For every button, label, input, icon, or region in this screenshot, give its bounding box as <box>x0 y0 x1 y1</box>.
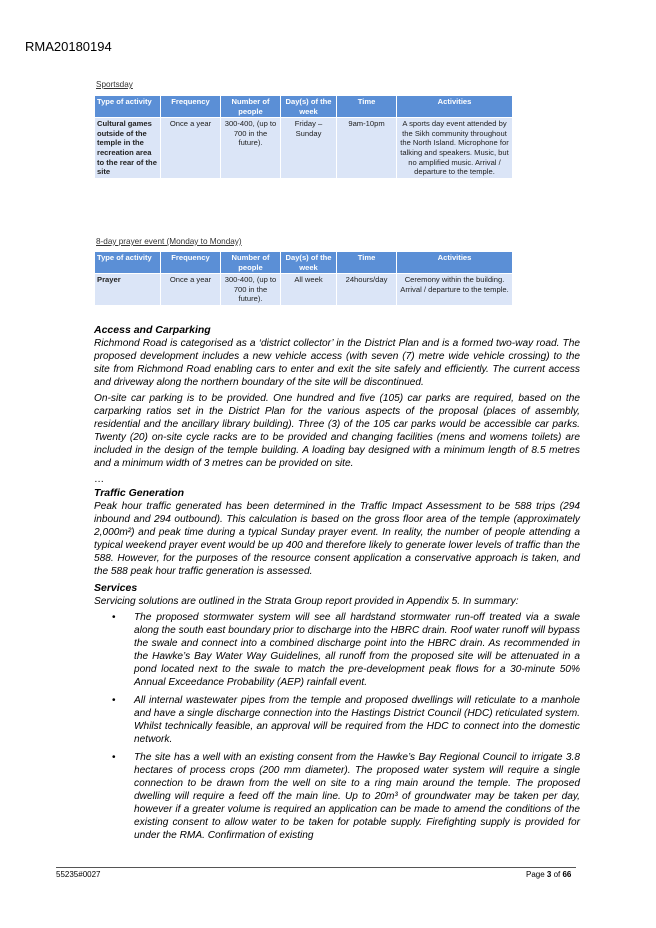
cell-time: 9am-10pm <box>337 118 397 179</box>
paragraph-traffic: Peak hour traffic generated has been determined in the Traffic Impact Assessment to be 588 trips (294 inbound and 294 outbound). This calculation is based on the gross floor area of the temple (approximately 2,000m²) and peak time during a typical Sunday prayer event. In reality, the number of people attending a typical weekend prayer event would be up 400 and therefore likely to generate lower levels of traffic than the 588. However, for the purposes of the resource consent application a conservative approach is taken, and the 588 peak hour traffic generation is assessed. <box>94 501 580 577</box>
footer-page-number <box>526 870 571 879</box>
col-header: Activities <box>397 252 513 274</box>
col-header: Type of activity <box>95 252 161 274</box>
bullet-icon: • <box>112 612 116 623</box>
page-prefix: Page <box>526 870 547 879</box>
col-header: Frequency <box>161 96 221 118</box>
list-item <box>94 611 580 689</box>
cell-frequency: Once a year <box>161 274 221 306</box>
body-content <box>94 323 580 842</box>
col-header: Number of people <box>221 96 281 118</box>
col-header: Activities <box>397 96 513 118</box>
page-current: 3 <box>546 870 552 879</box>
list-item <box>94 751 580 842</box>
table-caption-sportsday: Sportsday <box>96 80 133 89</box>
list-item-text: The site has a well with an existing consent from the Hawke’s Bay Regional Council to irrigate 3.8 hectares of process crops (200 mm diameter). The proposed water system will require a single connection to be drawn from the well on site to a ring main around the temple. The proposed dwelling will require a feed off the main line. Up to 20m³ of groundwater may be taken per day, however if a greater volume is required an application can be made to amend the conditions of the existing consent to allow water to be taken for potable supply. Firefighting supply is provided for under the RMA. Confirmation of existing <box>134 752 580 841</box>
table-row <box>95 118 513 179</box>
paragraph-services-intro: Servicing solutions are outlined in the Strata Group report provided in Appendix 5. In summary: <box>94 596 519 607</box>
cell-activities: A sports day event attended by the Sikh community throughout the North Island. Microphone for talking and speakers. Music, but no amplified music. Arrival / departure to the temple. <box>397 118 513 179</box>
table-row <box>95 274 513 306</box>
table-header-row <box>95 96 513 118</box>
page-total: 66 <box>562 870 572 879</box>
col-header: Type of activity <box>95 96 161 118</box>
cell-time: 24hours/day <box>337 274 397 306</box>
cell-people: 300-400, (up to 700 in the future). <box>221 274 281 306</box>
col-header: Day(s) of the week <box>281 96 337 118</box>
col-header: Time <box>337 252 397 274</box>
document-id: RMA20180194 <box>25 39 112 54</box>
cell-activity: Cultural games outside of the temple in the recreation area to the rear of the site <box>95 118 161 179</box>
prayer-table <box>94 251 513 306</box>
table-header-row <box>95 252 513 274</box>
footer-divider <box>56 867 576 868</box>
heading-access: Access and Carparking <box>94 324 211 336</box>
cell-activities: Ceremony within the building. Arrival / departure to the temple. <box>397 274 513 306</box>
list-item-text: All internal wastewater pipes from the temple and proposed dwellings will reticulate to a manhole and have a single discharge connection into the Hastings District Council (HDC) reticulated system. Whilst technically feasible, an approval will be required from the HDC to connect into the domestic network. <box>134 695 580 745</box>
col-header: Number of people <box>221 252 281 274</box>
col-header: Day(s) of the week <box>281 252 337 274</box>
col-header: Time <box>337 96 397 118</box>
footer-reference: 55235#0027 <box>56 870 101 879</box>
bullet-icon: • <box>112 695 116 706</box>
cell-frequency: Once a year <box>161 118 221 179</box>
cell-days: All week <box>281 274 337 306</box>
page-of: of <box>551 870 563 879</box>
paragraph-access-1: Richmond Road is categorised as a ‘district collector’ in the District Plan and is a formed two-way road. The proposed development includes a new vehicle access (with seven (7) metre wide vehicle crossing) to the site from Richmond Road enabling cars to enter and exit the site safely and efficiently. The current access and driveway along the northern boundary of the site will be discontinued. <box>94 338 580 388</box>
list-item-text: The proposed stormwater system will see all hardstand stormwater run-off treated via a swale along the south east boundary prior to discharge into the HBRC drain. Roof water runoff will bypass the swale and connect into a combined discharge point into the HBRC drain. As recommended in the Hawke’s Bay Water Way Guidelines, all runoff from the proposed site will be attenuated in a pond located next to the swale to match the pre-development peak flows for a 30-minute 50% Annual Exceedance Probability (AEP) rainfall event. <box>134 612 580 688</box>
cell-people: 300-400, (up to 700 in the future). <box>221 118 281 179</box>
col-header: Frequency <box>161 252 221 274</box>
bullet-icon: • <box>112 752 116 763</box>
cell-activity: Prayer <box>95 274 161 306</box>
cell-days: Friday – Sunday <box>281 118 337 179</box>
paragraph-access-2: On-site car parking is to be provided. One hundred and five (105) car parks are required, based on the carparking ratios set in the District Plan for the various aspects of the proposal (places of assembly, residential and the ancillary library building). Three (3) of the 105 car parks would be accessible car parks. Twenty (20) on-site cycle racks are to be provided and changing facilities (mens and womens toilets) are included in the design of the temple building. A loading bay designed with a minimum length of 8.5 metres and a minimum width of 3 metres can be provided on site. <box>94 393 580 469</box>
list-item <box>94 694 580 746</box>
ellipsis: … <box>94 474 105 485</box>
heading-services: Services <box>94 582 138 594</box>
sportsday-table <box>94 95 513 179</box>
table-caption-prayer: 8-day prayer event (Monday to Monday) <box>96 237 242 246</box>
services-list <box>94 611 580 842</box>
heading-traffic: Traffic Generation <box>94 487 185 499</box>
